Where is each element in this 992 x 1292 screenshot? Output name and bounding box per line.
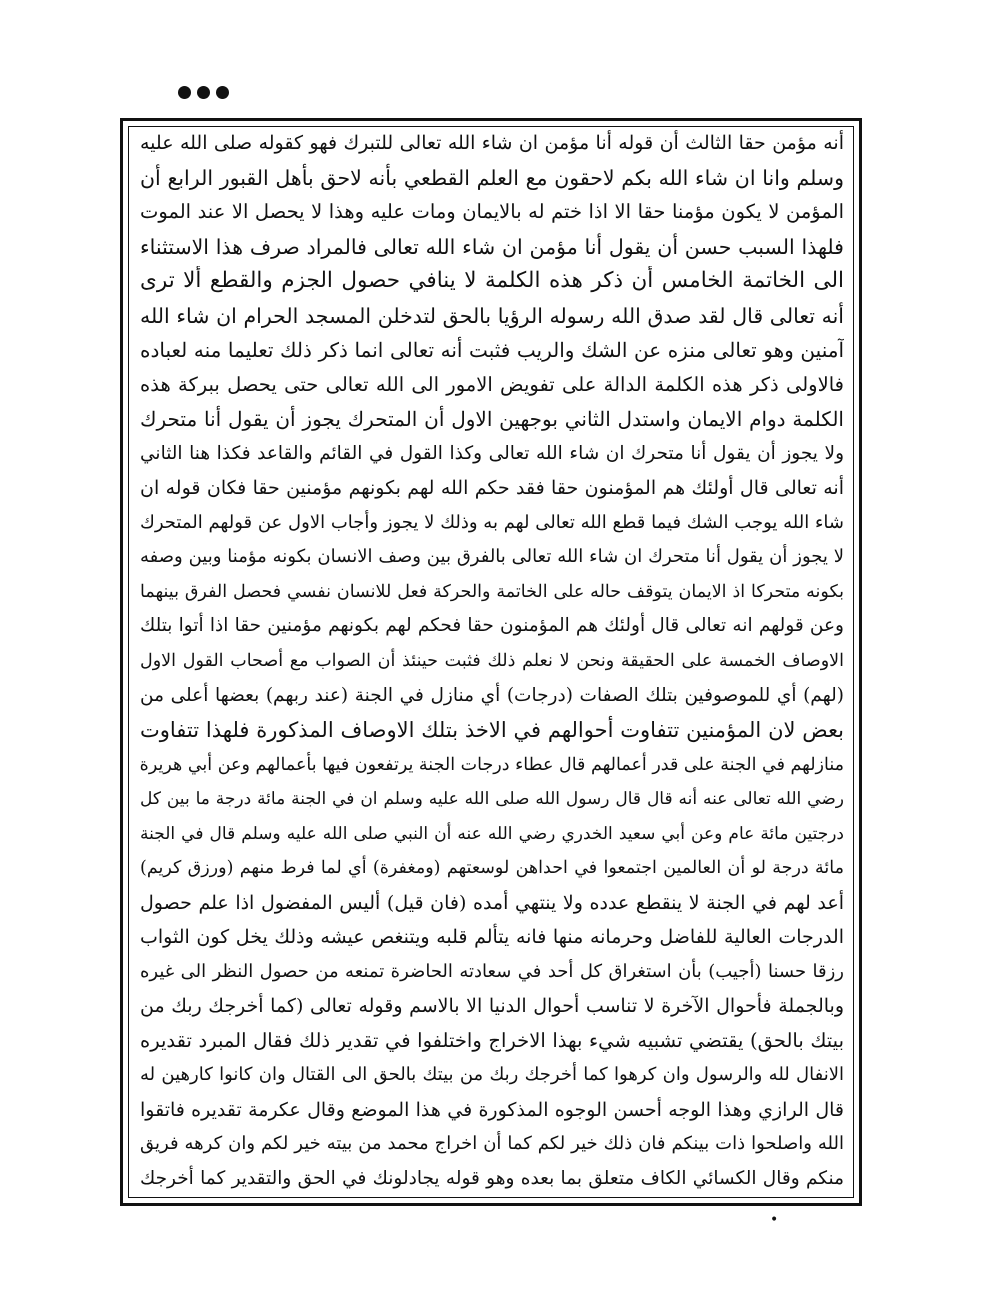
text-line: رضي الله تعالى عنه أنه قال قال رسول الله صلى الله عليه وسلم ان في الجنة مائة درجة ما بين كل <box>140 789 844 810</box>
text-line: وبالجملة فأحوال الآخرة لا تناسب أحوال الدنيا الا بالاسم وقوله تعالى (كما أخرجك ربك من <box>140 995 844 1018</box>
text-line: درجتين مائة عام وعن أبي سعيد الخدري رضي الله عنه أن النبي صلى الله عليه وسلم قال في الجنة <box>140 823 844 844</box>
text-line: شاء الله يوجب الشك فيما قطع الله تعالى لهم به وذلك لا يجوز وأجاب الاول عن قولهم المتحرك <box>140 511 844 533</box>
text-line: أعد لهم في الجنة لا ينقطع عدده ولا ينتهي أمده (فان قيل) أليس المفضول اذا علم حصول <box>140 891 844 914</box>
text-block <box>140 128 844 1194</box>
page-ornament <box>178 86 229 99</box>
text-line: أنه تعالى قال أولئك هم المؤمنون حقا فقد حكم الله لهم بكونهم مؤمنين حقا فكان قوله ان <box>140 477 844 500</box>
text-line: رزقا حسنا (أجيب) بأن استغراق كل أحد في سعادته الحاضرة تمنعه من حصول النظر الى غيره <box>140 960 844 982</box>
text-line: منازلهم في الجنة على قدر أعمالهم قال عطاء درجات الجنة يرتفعون فيها بأعمالهم وعن أبي هريرة <box>140 754 844 775</box>
text-line: بيتك بالحق) يقتضي تشبيه شيء بهذا الاخراج واختلفوا في تقدير ذلك فقال المبرد تقديره <box>140 1028 844 1052</box>
text-line: بعض لان المؤمنين تتفاوت أحوالهم في الاخذ بتلك الاوصاف المذكورة فلهذا تتفاوت <box>140 718 844 743</box>
text-line: المؤمن لا يكون مؤمنا حقا الا اذا ختم له بالايمان ومات عليه وهذا لا يحصل الا عند الموت <box>140 200 844 224</box>
text-line: الله واصلحوا ذات بينكم فان ذلك خير لكم كما أن اخراج محمد من بيته خير لكم وان كرهه فريق <box>140 1133 844 1155</box>
text-line: آمنين وهو تعالى منزه عن الشك والريب فثبت أنه تعالى انما ذكر ذلك تعليما منه لعباده <box>140 338 844 363</box>
text-line: فلهذا السبب حسن أن يقول أنا مؤمن ان شاء الله تعالى فالمراد صرف هذا الاستثناء <box>140 234 844 259</box>
text-line: وعن قولهم انه تعالى قال أولئك هم المؤمنون حقا فحكم لهم بكونهم مؤمنين حقا اذا أتوا بتلك <box>140 615 844 637</box>
ornament-dot <box>178 86 191 99</box>
ornament-dot <box>216 86 229 99</box>
text-line: لا يجوز أن يقول أنا متحرك ان شاء الله تعالى بالفرق بين وصف الانسان بكونه مؤمنا وبين وصفه <box>140 546 844 568</box>
ornament-dot <box>197 86 210 99</box>
text-line: الكلمة دوام الايمان واستدل الثاني بوجهين الاول أن المتحرك يجوز أن يقول أنا متحرك <box>140 407 844 432</box>
text-line: أنه تعالى قال لقد صدق الله رسوله الرؤيا بالحق لتدخلن المسجد الحرام ان شاء الله <box>140 303 844 328</box>
text-line: (لهم) أي للموصوفين بتلك الصفات (درجات) أي منازل في الجنة (عند ربهم) بعضها أعلى من <box>140 684 844 706</box>
text-line: أنه مؤمن حقا الثالث أن قوله أنا مؤمن ان شاء الله تعالى للتبرك فهو كقوله صلى الله عليه <box>140 132 844 154</box>
text-line: ولا يجوز أن يقول أنا متحرك ان شاء الله تعالى وكذا القول في القائم والقاعد فكذا هنا الثاني <box>140 442 844 464</box>
text-line: الاوصاف الخمسة على الحقيقة ونحن لا نعلم ذلك فثبت حينئذ أن الصواب مع أصحاب القول الاول <box>140 650 844 671</box>
text-line: وسلم وانا ان شاء الله بكم لاحقون مع العلم القطعي بأنه لاحق بأهل القبور الرابع أن <box>140 165 844 190</box>
text-line: بكونه متحركا اذ الايمان يتوقف حاله على الخاتمة والحركة فعل للانسان نفسي فحصل الفرق بينهما <box>140 581 844 602</box>
text-line: مائة درجة لو أن العالمين اجتمعوا في احداهن لوسعتهم (ومغفرة) أي لما فرط منهم (ورزق كريم) <box>140 858 844 879</box>
text-line: الانفال لله والرسول وان كرهوا كما أخرجك ربك من بيتك بالحق الى القتال وان كانوا كارهين له <box>140 1064 844 1086</box>
text-line: الى الخاتمة الخامس أن ذكر هذه الكلمة لا ينافي حصول الجزم والقطع ألا ترى <box>140 268 844 294</box>
catchword-mark: • <box>770 1212 779 1228</box>
text-line: الدرجات العالية للفاضل وحرمانه منها فانه يتألم قلبه ويتنغص عيشه وذلك يخل كون الثواب <box>140 926 844 949</box>
text-line: قال الرازي وهذا الوجه أحسن الوجوه المذكورة في هذا الموضع وقال عكرمة تقديره فاتقوا <box>140 1098 844 1121</box>
text-line: فالاولى ذكر هذه الكلمة الدالة على تفويض الامور الى الله تعالى حتى يحصل ببركة هذه <box>140 372 844 396</box>
text-line: منكم وقال الكسائي الكاف متعلق بما بعده وهو قوله يجادلونك في الحق والتقدير كما أخرجك <box>140 1167 844 1189</box>
